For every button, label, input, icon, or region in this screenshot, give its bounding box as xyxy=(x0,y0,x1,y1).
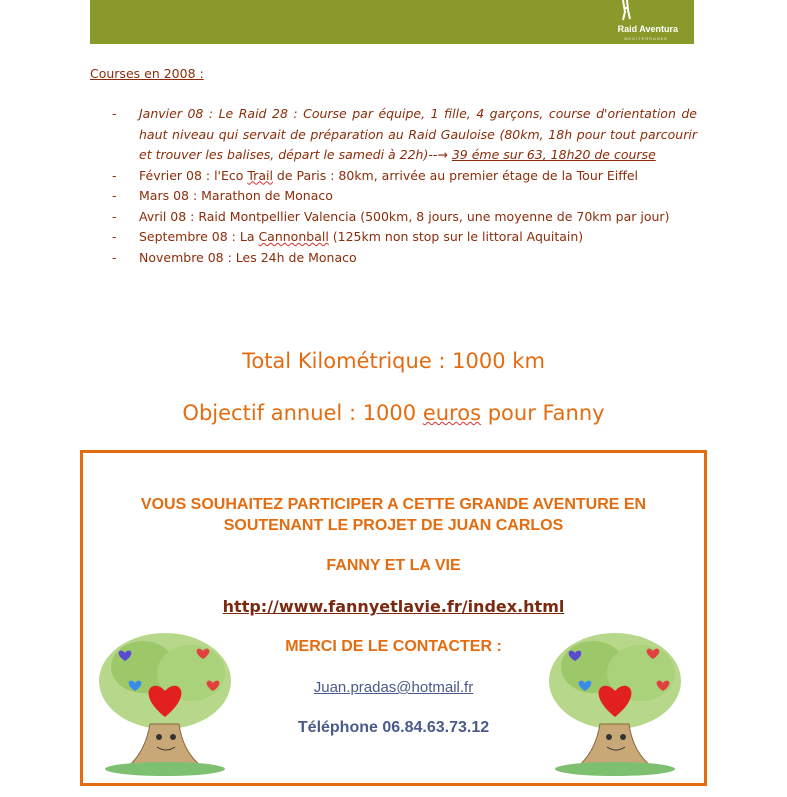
list-dash: - xyxy=(112,229,117,244)
race-result: 39 éme sur 63, 18h20 de course xyxy=(451,147,656,162)
race-text: Janvier 08 : Le Raid 28 : Course par équipe, 1 fille, 4 garçons, course d'orientation de haut niveau qui servait de préparation au Raid Gauloise (80km, 18h pour tout parcourir et trouver les balises, départ le samedi à 22h)-- xyxy=(139,106,697,162)
race-text: Novembre 08 : Les 24h de Monaco xyxy=(139,249,357,265)
objective-post: pour Fanny xyxy=(481,401,605,425)
brand-subtitle: MEDITERRANEE xyxy=(624,36,668,41)
race-item xyxy=(112,166,697,187)
race-text: Avril 08 : Raid Montpellier Valencia (500km, 8 jours, une moyenne de 70km par jour) xyxy=(139,208,670,224)
cta-line-1: VOUS SOUHAITEZ PARTICIPER A CETTE GRANDE AVENTURE EN xyxy=(140,496,647,513)
race-text-pre: Février 08 : l'Eco xyxy=(139,167,248,183)
races-list xyxy=(112,104,697,268)
thanks-text: MERCI DE LE CONTACTER : xyxy=(285,638,502,655)
race-item xyxy=(112,104,697,166)
brand-name: Raid Aventura xyxy=(617,24,678,34)
website-link[interactable]: http://www.fannyetlavie.fr/index.html xyxy=(222,597,565,616)
race-text-post: de Paris : 80km, arrivée au premier étage de la Tour Eiffel xyxy=(272,167,639,183)
race-text-pre: Septembre 08 : La xyxy=(139,229,259,244)
email-link[interactable]: Juan.pradas@hotmail.fr xyxy=(313,679,474,696)
org-name: FANNY ET LA VIE xyxy=(326,557,461,574)
spell-mark-trail: Trail xyxy=(247,167,273,183)
annual-objective xyxy=(0,401,787,425)
list-dash: - xyxy=(112,106,117,121)
tree-illustration-left xyxy=(95,629,235,779)
courses-heading: Courses en 2008 : xyxy=(90,66,204,81)
race-item xyxy=(112,248,697,269)
call-to-action xyxy=(0,494,787,536)
spell-mark-cannonball: Cannonball xyxy=(258,229,329,244)
runner-logo-icon xyxy=(617,0,637,22)
list-dash: - xyxy=(112,167,117,183)
objective-pre: Objectif annuel : 1000 xyxy=(182,401,423,425)
list-dash: - xyxy=(112,188,117,203)
race-text-post: (125km non stop sur le littoral Aquitain) xyxy=(328,229,584,244)
total-km: Total Kilométrique : 1000 km xyxy=(242,349,545,373)
objective-euros: euros xyxy=(422,401,482,425)
list-dash: - xyxy=(112,249,117,265)
cta-line-2: SOUTENANT LE PROJET DE JUAN CARLOS xyxy=(223,517,564,534)
phone-number: Téléphone 06.84.63.73.12 xyxy=(297,719,490,736)
tree-illustration-right xyxy=(545,629,685,779)
header-banner xyxy=(90,0,694,44)
arrow-icon: → xyxy=(437,147,448,162)
race-item xyxy=(112,207,697,228)
race-item xyxy=(112,186,697,207)
race-item xyxy=(112,227,697,248)
race-text: Mars 08 : Marathon de Monaco xyxy=(139,188,333,203)
list-dash: - xyxy=(112,208,117,224)
